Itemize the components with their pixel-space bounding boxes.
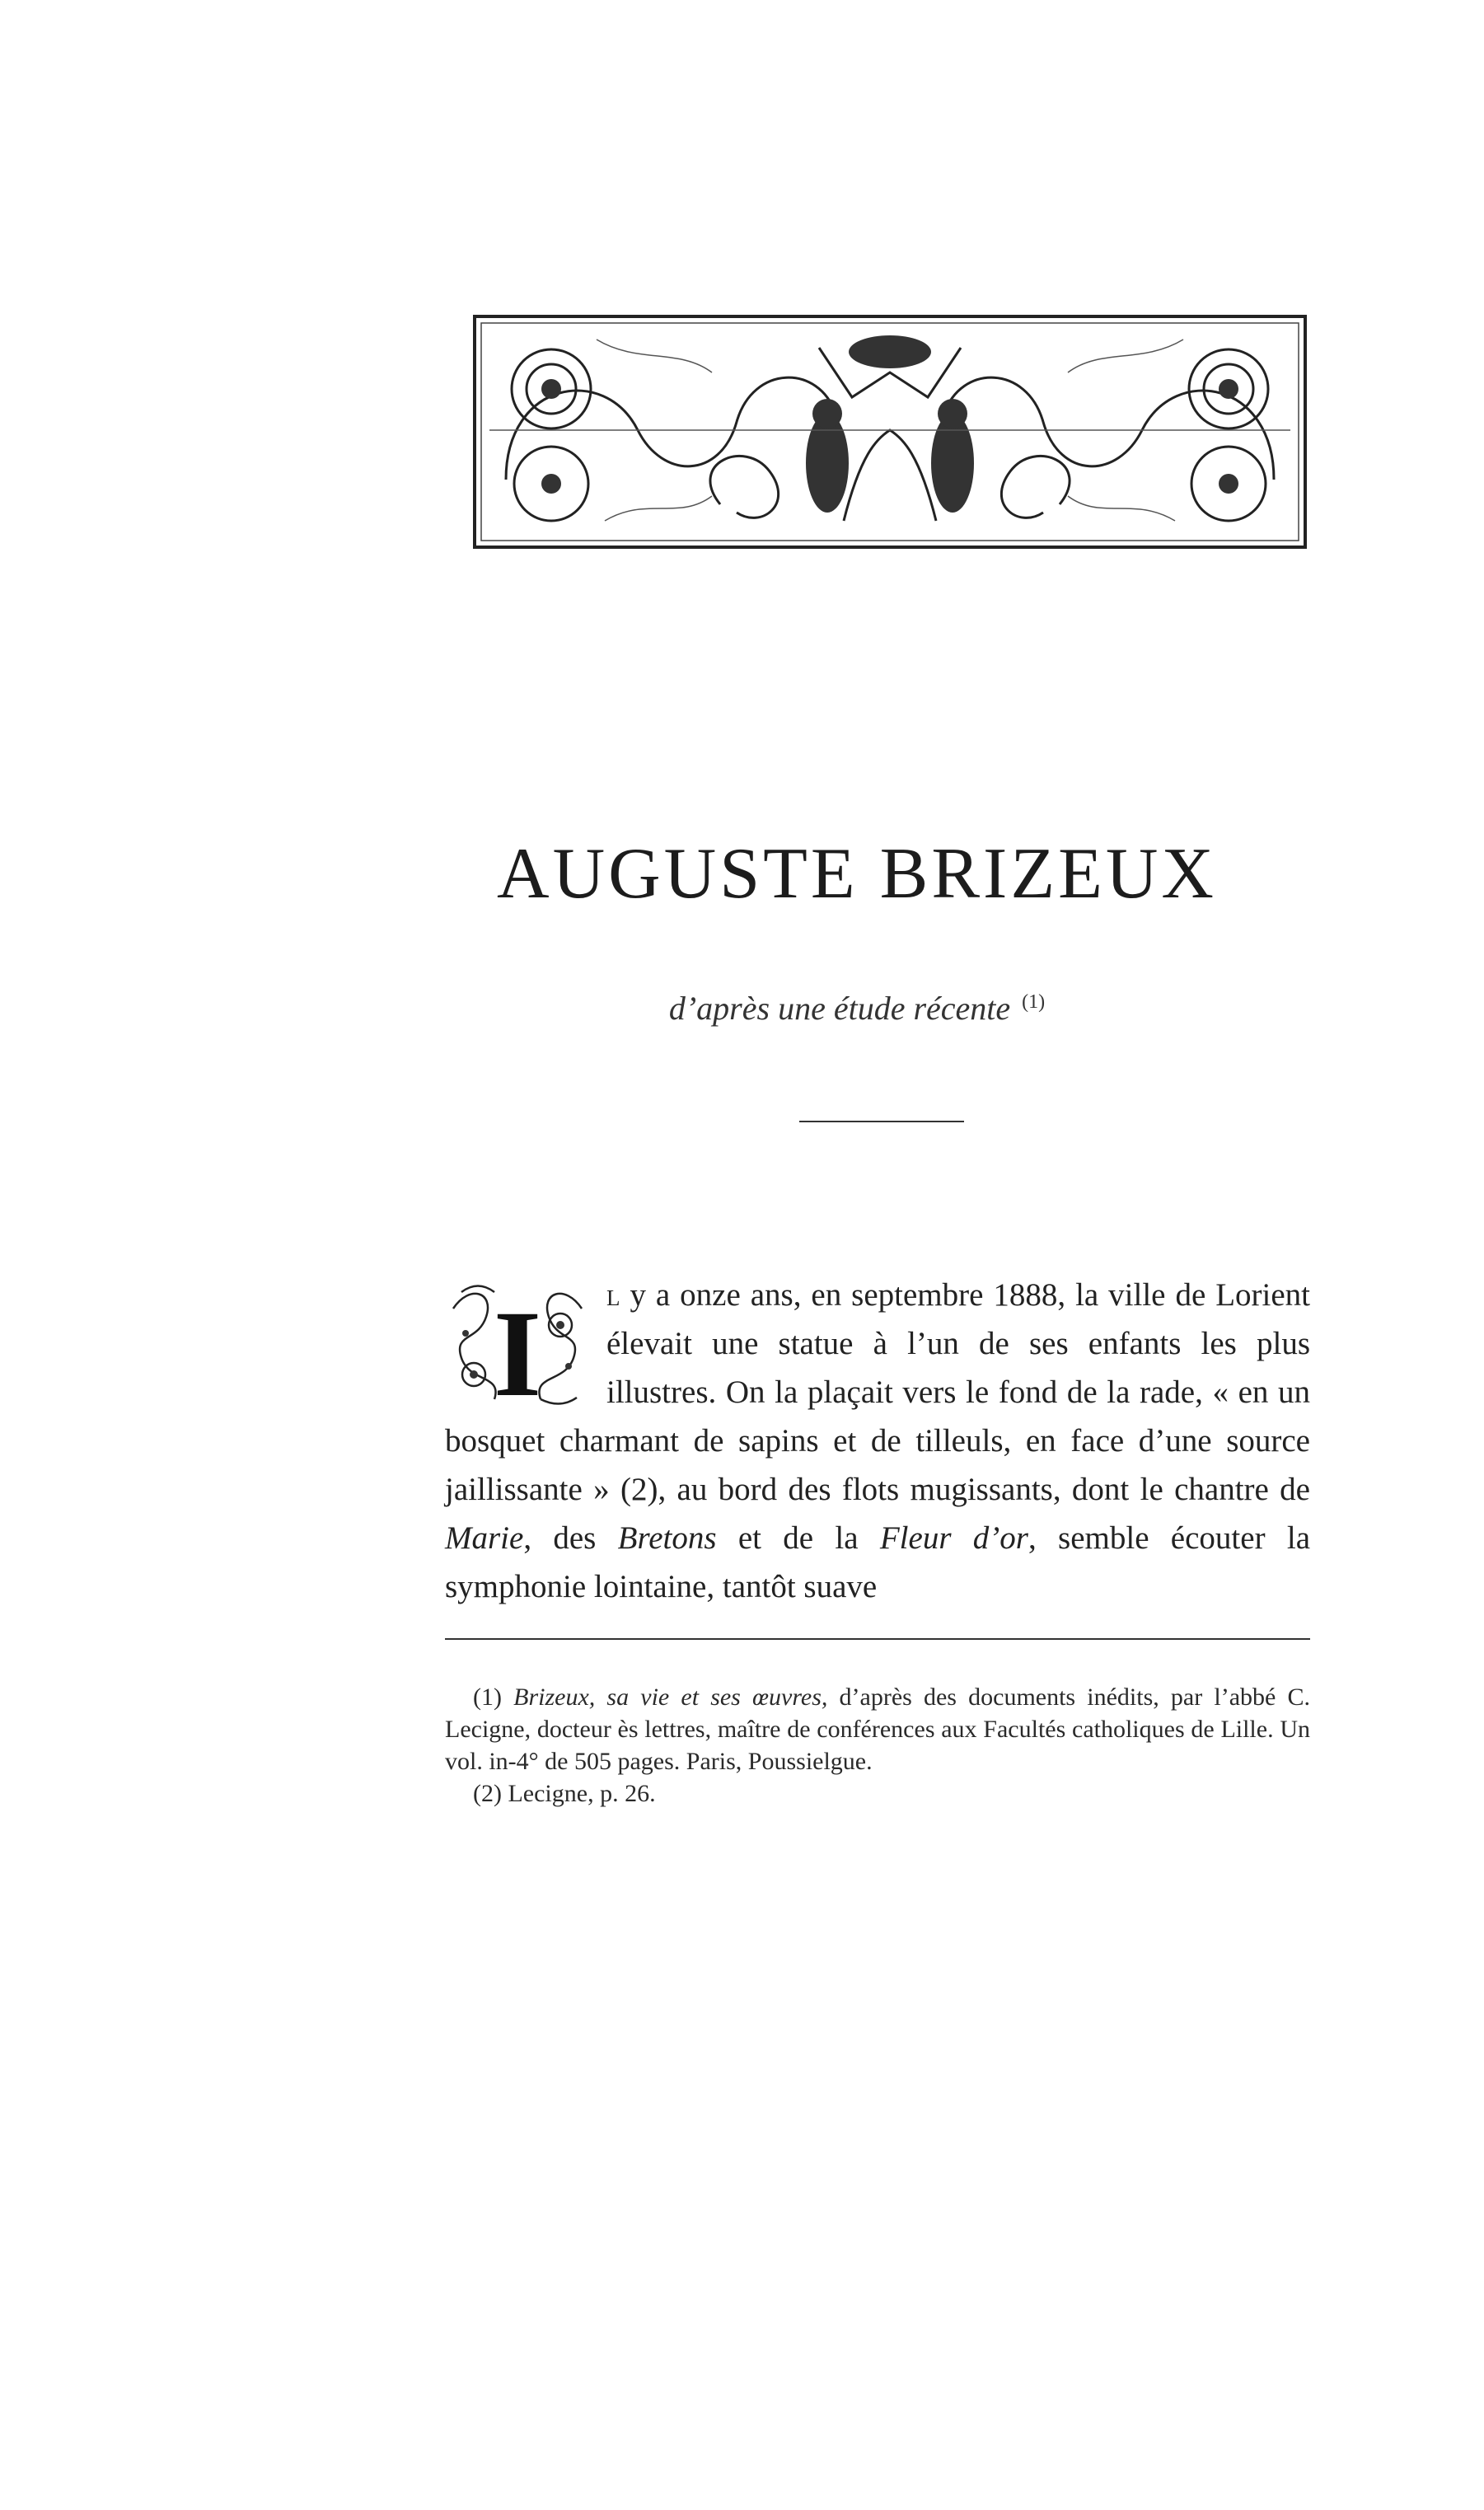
work-title-fleur-dor: Fleur d’or [879,1520,1028,1556]
page-title: AUGUSTE BRIZEUX [497,834,1217,914]
work-title-marie: Marie [445,1520,524,1556]
body-text-part2: , semble écouter la symphonie lointaine, tantôt suave [445,1520,1311,1604]
footnotes [445,1681,1310,1810]
footnote-2: (2) Lecigne, p. 26. [473,1780,656,1807]
footnote-rule [445,1638,1310,1640]
subtitle [461,989,1252,1028]
subtitle-text: d’après une étude récente [668,990,1011,1027]
subtitle-note-ref: (1) [1022,991,1046,1013]
body-text-part1: y a onze ans, en septembre 1888, la ville de Lorient élevait une statue à l’un de ses enfants les plus illustres. On la plaçait vers le fond de la rade, « en un bosquet charmant de sapins et de tilleuls, en face d’une source jaillissante » (2), au bord des flots mugissants, dont le chantre de [445,1277,1310,1507]
footnote-1-title: Brizeux, sa vie et ses œuvres, [513,1683,828,1711]
lead-smallcaps: l [606,1277,620,1313]
body-separator-2: et de la [716,1520,880,1556]
title-rule [799,1121,964,1122]
dropcap-letter: I [493,1285,542,1412]
footnote-1-text: d’après des documents inédits, par l’abbé C. Lecigne, docteur ès lettres, maître de conférences aux Facultés catholiques de Lille. Un vol. in-4° de 505 pages. Paris, Poussielgue. [445,1683,1310,1775]
body-separator-1: , des [523,1520,618,1556]
ornamental-headpiece-icon [473,315,1307,549]
footnote-1 [445,1681,1310,1777]
body-paragraph [445,1271,1310,1611]
footnote-1-ref: (1) [473,1683,502,1711]
dropcap-ornament-icon [445,1276,590,1412]
work-title-bretons: Bretons [617,1520,717,1556]
